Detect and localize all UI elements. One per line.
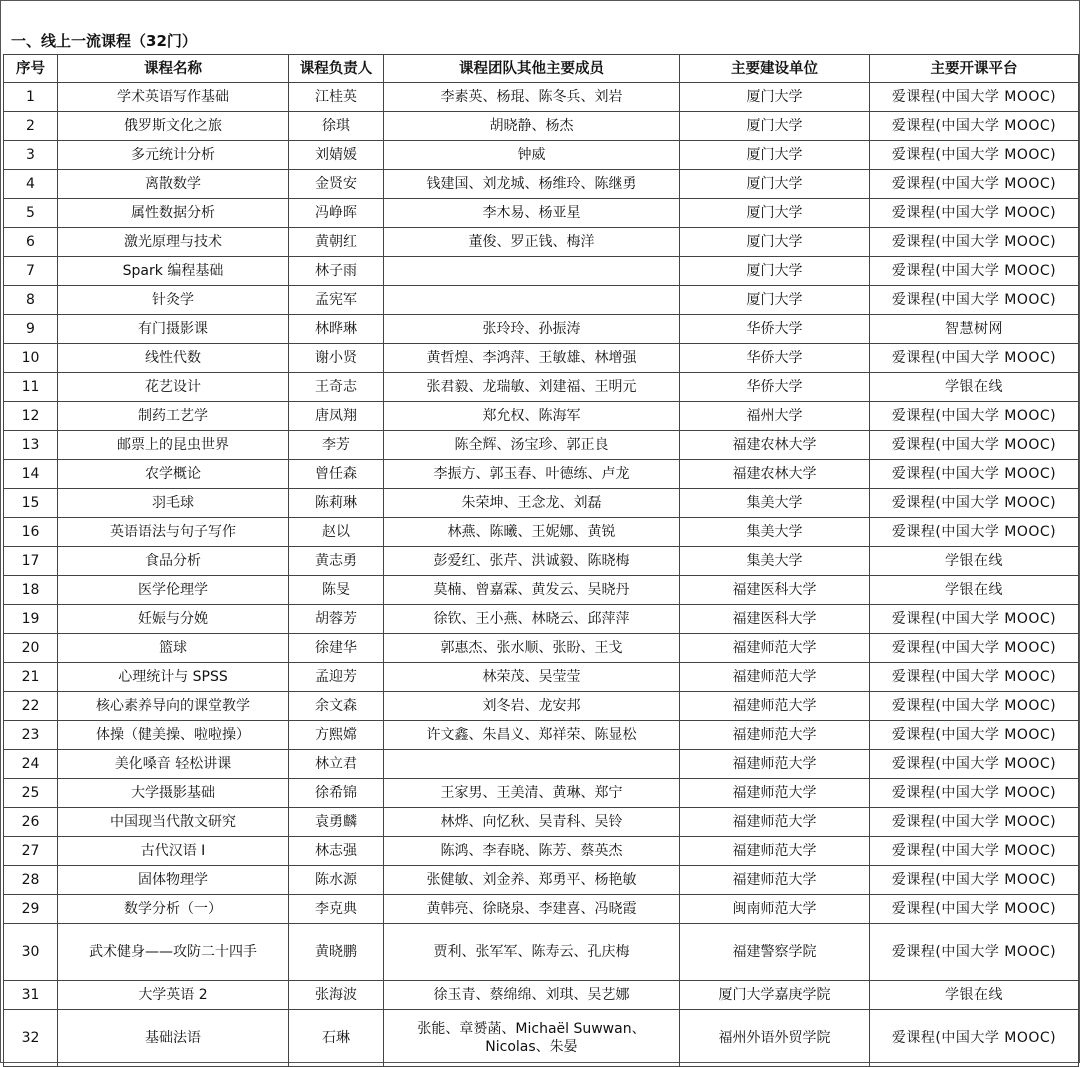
header-index: 序号 [4,55,58,83]
cell-course-name: 数学分析（一） [58,895,289,924]
cell-course-lead: 李克典 [289,895,384,924]
cell-institution: 福州外语外贸学院 [680,1010,870,1067]
cell-course-lead: 袁勇麟 [289,808,384,837]
table-row [4,663,1079,692]
cell-index: 6 [4,228,58,257]
cell-platform: 爱课程(中国大学 MOOC) [870,750,1079,779]
cell-index: 14 [4,460,58,489]
cell-course-lead: 林志强 [289,837,384,866]
table-row [4,547,1079,576]
cell-institution: 闽南师范大学 [680,895,870,924]
cell-course-name: 线性代数 [58,344,289,373]
cell-course-name: 核心素养导向的课堂教学 [58,692,289,721]
cell-platform: 智慧树网 [870,315,1079,344]
header-team-members: 课程团队其他主要成员 [384,55,680,83]
cell-course-lead: 孟宪军 [289,286,384,315]
cell-platform: 学银在线 [870,981,1079,1010]
cell-course-name: 花艺设计 [58,373,289,402]
cell-team-members: 徐玉青、蔡绵绵、刘琪、吴艺娜 [384,981,680,1010]
cell-course-name: 大学摄影基础 [58,779,289,808]
cell-course-name: 制药工艺学 [58,402,289,431]
cell-course-lead: 胡蓉芳 [289,605,384,634]
cell-team-members: 刘冬岩、龙安邦 [384,692,680,721]
cell-institution: 福建师范大学 [680,866,870,895]
cell-institution: 厦门大学 [680,170,870,199]
cell-platform: 爱课程(中国大学 MOOC) [870,402,1079,431]
cell-course-lead: 王奇志 [289,373,384,402]
cell-platform: 爱课程(中国大学 MOOC) [870,431,1079,460]
cell-institution: 集美大学 [680,547,870,576]
cell-team-members: 陈全辉、汤宝珍、郭正良 [384,431,680,460]
cell-platform: 爱课程(中国大学 MOOC) [870,141,1079,170]
cell-institution: 福建师范大学 [680,808,870,837]
table-row [4,460,1079,489]
cell-index: 24 [4,750,58,779]
cell-platform: 爱课程(中国大学 MOOC) [870,286,1079,315]
cell-platform: 爱课程(中国大学 MOOC) [870,1010,1079,1067]
cell-institution: 集美大学 [680,518,870,547]
cell-course-lead: 徐希锦 [289,779,384,808]
cell-index: 21 [4,663,58,692]
cell-platform: 学银在线 [870,373,1079,402]
cell-index: 1 [4,83,58,112]
cell-course-lead: 石琳 [289,1010,384,1067]
table-row [4,895,1079,924]
cell-course-name: 大学英语 2 [58,981,289,1010]
cell-index: 10 [4,344,58,373]
cell-platform: 爱课程(中国大学 MOOC) [870,663,1079,692]
cell-course-name: 固体物理学 [58,866,289,895]
cell-index: 15 [4,489,58,518]
cell-course-lead: 李芳 [289,431,384,460]
cell-index: 23 [4,721,58,750]
cell-team-members: 张健敏、刘金养、郑勇平、杨艳敏 [384,866,680,895]
cell-team-members [384,257,680,286]
cell-index: 22 [4,692,58,721]
cell-institution: 集美大学 [680,489,870,518]
table-row [4,692,1079,721]
cell-team-members: 张能、章赟菡、Michaël Suwwan、Nicolas、朱晏 [384,1010,680,1067]
cell-course-name: 武术健身——攻防二十四手 [58,924,289,981]
cell-index: 32 [4,1010,58,1067]
cell-institution: 福建师范大学 [680,634,870,663]
cell-institution: 厦门大学嘉庚学院 [680,981,870,1010]
cell-institution: 厦门大学 [680,199,870,228]
cell-institution: 厦门大学 [680,141,870,170]
cell-index: 30 [4,924,58,981]
cell-course-lead: 徐琪 [289,112,384,141]
cell-platform: 爱课程(中国大学 MOOC) [870,228,1079,257]
cell-course-lead: 冯峥晖 [289,199,384,228]
cell-course-lead: 曾任森 [289,460,384,489]
cell-platform: 爱课程(中国大学 MOOC) [870,170,1079,199]
cell-team-members: 林燕、陈曦、王妮娜、黄锐 [384,518,680,547]
cell-course-name: 美化嗓音 轻松讲课 [58,750,289,779]
cell-index: 4 [4,170,58,199]
cell-index: 18 [4,576,58,605]
cell-institution: 福建师范大学 [680,663,870,692]
cell-team-members: 黄韩亮、徐晓泉、李建喜、冯晓霞 [384,895,680,924]
cell-course-name: 食品分析 [58,547,289,576]
cell-course-name: 体操（健美操、啦啦操） [58,721,289,750]
cell-platform: 爱课程(中国大学 MOOC) [870,489,1079,518]
cell-institution: 福建师范大学 [680,750,870,779]
cell-index: 28 [4,866,58,895]
cell-team-members [384,286,680,315]
cell-course-name: 农学概论 [58,460,289,489]
cell-platform: 爱课程(中国大学 MOOC) [870,692,1079,721]
header-course-name: 课程名称 [58,55,289,83]
cell-course-lead: 陈旻 [289,576,384,605]
cell-institution: 福州大学 [680,402,870,431]
cell-index: 19 [4,605,58,634]
cell-course-name: 属性数据分析 [58,199,289,228]
cell-institution: 福建师范大学 [680,779,870,808]
cell-course-lead: 林立君 [289,750,384,779]
cell-course-lead: 赵以 [289,518,384,547]
cell-platform: 爱课程(中国大学 MOOC) [870,895,1079,924]
cell-index: 11 [4,373,58,402]
cell-institution: 福建师范大学 [680,837,870,866]
cell-platform: 爱课程(中国大学 MOOC) [870,779,1079,808]
course-table [3,54,1079,1067]
cell-platform: 爱课程(中国大学 MOOC) [870,721,1079,750]
cell-team-members: 李振方、郭玉春、叶德练、卢龙 [384,460,680,489]
cell-team-members: 徐钦、王小燕、林晓云、邱萍萍 [384,605,680,634]
cell-platform: 爱课程(中国大学 MOOC) [870,605,1079,634]
cell-index: 8 [4,286,58,315]
cell-platform: 爱课程(中国大学 MOOC) [870,257,1079,286]
cell-team-members: 钱建国、刘龙城、杨维玲、陈继勇 [384,170,680,199]
table-row [4,924,1079,981]
header-course-lead: 课程负责人 [289,55,384,83]
cell-course-name: 医学伦理学 [58,576,289,605]
cell-index: 5 [4,199,58,228]
cell-platform: 爱课程(中国大学 MOOC) [870,808,1079,837]
table-row [4,141,1079,170]
table-row [4,1010,1079,1067]
cell-team-members: 董俊、罗正钱、梅洋 [384,228,680,257]
cell-platform: 学银在线 [870,576,1079,605]
table-row [4,489,1079,518]
cell-course-lead: 江桂英 [289,83,384,112]
cell-course-lead: 孟迎芳 [289,663,384,692]
cell-team-members: 李木易、杨亚星 [384,199,680,228]
cell-team-members: 李素英、杨琨、陈冬兵、刘岩 [384,83,680,112]
cell-course-lead: 唐凤翔 [289,402,384,431]
cell-course-lead: 谢小贤 [289,344,384,373]
cell-platform: 爱课程(中国大学 MOOC) [870,112,1079,141]
cell-index: 9 [4,315,58,344]
cell-course-lead: 黄朝红 [289,228,384,257]
cell-platform: 爱课程(中国大学 MOOC) [870,634,1079,663]
cell-team-members: 陈鸿、李春晓、陈芳、蔡英杰 [384,837,680,866]
table-row [4,605,1079,634]
cell-index: 17 [4,547,58,576]
cell-team-members: 林烨、向忆秋、吴青科、吴铃 [384,808,680,837]
cell-index: 26 [4,808,58,837]
cell-platform: 爱课程(中国大学 MOOC) [870,518,1079,547]
cell-platform: 学银在线 [870,547,1079,576]
cell-platform: 爱课程(中国大学 MOOC) [870,924,1079,981]
cell-course-name: 古代汉语 I [58,837,289,866]
cell-team-members: 胡晓静、杨杰 [384,112,680,141]
cell-institution: 厦门大学 [680,112,870,141]
cell-institution: 厦门大学 [680,228,870,257]
cell-index: 20 [4,634,58,663]
cell-institution: 华侨大学 [680,373,870,402]
cell-institution: 福建农林大学 [680,431,870,460]
cell-team-members: 王家男、王美清、黄琳、郑宁 [384,779,680,808]
table-row [4,286,1079,315]
cell-course-name: 基础法语 [58,1010,289,1067]
cell-course-name: Spark 编程基础 [58,257,289,286]
table-row [4,402,1079,431]
cell-course-lead: 徐建华 [289,634,384,663]
cell-index: 3 [4,141,58,170]
cell-index: 13 [4,431,58,460]
cell-platform: 爱课程(中国大学 MOOC) [870,83,1079,112]
table-row [4,518,1079,547]
table-row [4,837,1079,866]
cell-course-name: 心理统计与 SPSS [58,663,289,692]
table-row [4,112,1079,141]
table-row [4,750,1079,779]
cell-institution: 华侨大学 [680,315,870,344]
cell-course-lead: 张海波 [289,981,384,1010]
cell-course-name: 中国现当代散文研究 [58,808,289,837]
table-row [4,981,1079,1010]
table-header-row [4,55,1079,83]
cell-index: 16 [4,518,58,547]
cell-course-lead: 陈莉琳 [289,489,384,518]
cell-index: 27 [4,837,58,866]
cell-index: 12 [4,402,58,431]
cell-institution: 厦门大学 [680,286,870,315]
cell-team-members: 朱荣坤、王念龙、刘磊 [384,489,680,518]
cell-course-name: 妊娠与分娩 [58,605,289,634]
cell-course-lead: 林子雨 [289,257,384,286]
table-row [4,808,1079,837]
cell-course-name: 俄罗斯文化之旅 [58,112,289,141]
cell-team-members: 张玲玲、孙振涛 [384,315,680,344]
header-platform: 主要开课平台 [870,55,1079,83]
cell-platform: 爱课程(中国大学 MOOC) [870,837,1079,866]
table-row [4,199,1079,228]
table-body [4,83,1079,1067]
cell-course-name: 离散数学 [58,170,289,199]
cell-team-members [384,750,680,779]
cell-team-members: 彭爱红、张芹、洪诚毅、陈晓梅 [384,547,680,576]
table-row [4,866,1079,895]
cell-index: 25 [4,779,58,808]
cell-institution: 福建医科大学 [680,605,870,634]
cell-platform: 爱课程(中国大学 MOOC) [870,460,1079,489]
cell-course-name: 羽毛球 [58,489,289,518]
cell-institution: 福建师范大学 [680,692,870,721]
cell-index: 29 [4,895,58,924]
cell-team-members: 黄哲煌、李鸿萍、王敏雄、林增强 [384,344,680,373]
cell-team-members: 林荣茂、吴莹莹 [384,663,680,692]
cell-team-members: 莫楠、曾嘉霖、黄发云、吴晓丹 [384,576,680,605]
table-row [4,576,1079,605]
cell-course-name: 多元统计分析 [58,141,289,170]
cell-team-members: 许文鑫、朱昌义、郑祥荣、陈显松 [384,721,680,750]
cell-course-lead: 刘婧媛 [289,141,384,170]
cell-course-lead: 林晔琳 [289,315,384,344]
cell-institution: 福建农林大学 [680,460,870,489]
cell-institution: 福建师范大学 [680,721,870,750]
cell-index: 31 [4,981,58,1010]
cell-course-lead: 金贤安 [289,170,384,199]
cell-course-lead: 方熙嫦 [289,721,384,750]
table-row [4,315,1079,344]
cell-course-name: 英语语法与句子写作 [58,518,289,547]
cell-team-members: 贾利、张军军、陈寿云、孔庆梅 [384,924,680,981]
section-title: 一、线上一流课程（32门） [11,32,197,50]
cell-course-lead: 黄晓鹏 [289,924,384,981]
cell-index: 2 [4,112,58,141]
table-row [4,83,1079,112]
cell-institution: 厦门大学 [680,257,870,286]
cell-platform: 爱课程(中国大学 MOOC) [870,866,1079,895]
cell-team-members: 钟威 [384,141,680,170]
table-row [4,344,1079,373]
cell-course-lead: 黄志勇 [289,547,384,576]
cell-team-members: 郭惠杰、张水顺、张盼、王戈 [384,634,680,663]
cell-institution: 福建警察学院 [680,924,870,981]
cell-institution: 福建医科大学 [680,576,870,605]
cell-course-lead: 余文森 [289,692,384,721]
cell-platform: 爱课程(中国大学 MOOC) [870,199,1079,228]
cell-course-lead: 陈水源 [289,866,384,895]
table-row [4,170,1079,199]
table-row [4,634,1079,663]
cell-team-members: 张君毅、龙瑞敏、刘建福、王明元 [384,373,680,402]
cell-index: 7 [4,257,58,286]
table-row [4,228,1079,257]
table-row [4,257,1079,286]
cell-course-name: 有门摄影课 [58,315,289,344]
cell-institution: 华侨大学 [680,344,870,373]
cell-team-members: 郑允权、陈海军 [384,402,680,431]
header-institution: 主要建设单位 [680,55,870,83]
cell-course-name: 篮球 [58,634,289,663]
cell-course-name: 学术英语写作基础 [58,83,289,112]
table-row [4,373,1079,402]
table-row [4,779,1079,808]
cell-course-name: 激光原理与技术 [58,228,289,257]
cell-institution: 厦门大学 [680,83,870,112]
cell-platform: 爱课程(中国大学 MOOC) [870,344,1079,373]
table-row [4,431,1079,460]
table-row [4,721,1079,750]
cell-course-name: 邮票上的昆虫世界 [58,431,289,460]
cell-course-name: 针灸学 [58,286,289,315]
